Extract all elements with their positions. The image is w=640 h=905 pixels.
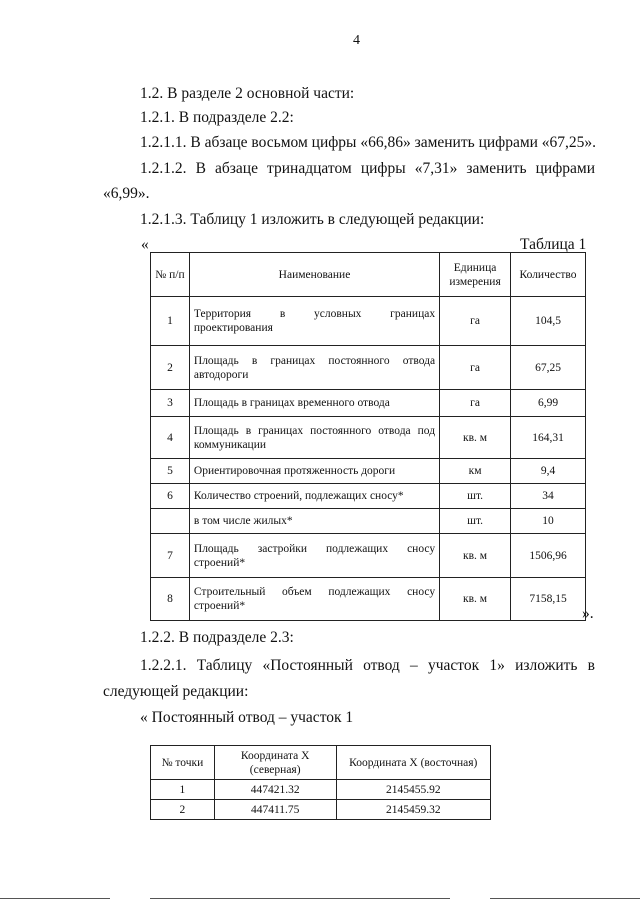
header-name: Наименование [189, 253, 439, 297]
row-x-north: 447411.75 [214, 800, 336, 820]
row-num: 6 [151, 484, 190, 509]
footer-divider-right [490, 898, 640, 899]
row-name: Площадь в границах постоянного отвода под коммуникации [189, 417, 439, 459]
table1-caption: Таблица 1 [520, 236, 587, 253]
row-x-north: 447421.32 [214, 780, 336, 800]
row-num: 7 [151, 534, 190, 578]
row-qty: 1506,96 [511, 534, 586, 578]
row-name: Строительный объем подлежащих сносу строений* [189, 578, 439, 621]
row-num: 3 [151, 390, 190, 417]
table2 [150, 745, 491, 820]
footer-divider-center [150, 898, 450, 899]
table-row [151, 390, 586, 417]
row-unit: кв. м [440, 417, 511, 459]
row-num: 4 [151, 417, 190, 459]
row-qty: 164,31 [511, 417, 586, 459]
row-unit: шт. [440, 484, 511, 509]
header-x-north: Координата X (северная) [214, 746, 336, 780]
row-qty: 104,5 [511, 297, 586, 346]
row-qty: 67,25 [511, 346, 586, 390]
row-num [151, 509, 190, 534]
row-unit: км [440, 459, 511, 484]
paragraph-1-2-2-1-line1: 1.2.2.1. Таблицу «Постоянный отвод – участок 1» изложить в [140, 657, 595, 674]
row-unit: шт. [440, 509, 511, 534]
row-unit: га [440, 346, 511, 390]
row-name: Площадь в границах постоянного отвода автодороги [189, 346, 439, 390]
row-qty: 6,99 [511, 390, 586, 417]
header-x-east: Координата X (восточная) [336, 746, 491, 780]
paragraph-1-2-1-3: 1.2.1.3. Таблицу 1 изложить в следующей редакции: [140, 211, 485, 228]
row-num: 8 [151, 578, 190, 621]
table-row [151, 459, 586, 484]
table-row [151, 297, 586, 346]
paragraph-table2-title: « Постоянный отвод – участок 1 [140, 709, 354, 726]
row-x-east: 2145455.92 [336, 780, 491, 800]
row-qty: 9,4 [511, 459, 586, 484]
row-unit: кв. м [440, 578, 511, 621]
row-unit: га [440, 297, 511, 346]
row-point: 1 [151, 780, 215, 800]
footer-divider-left [0, 898, 110, 899]
table-row [151, 780, 491, 800]
table1-open-quote: « [141, 236, 149, 253]
row-num: 1 [151, 297, 190, 346]
table-row [151, 484, 586, 509]
row-name: Количество строений, подлежащих сносу* [189, 484, 439, 509]
row-num: 5 [151, 459, 190, 484]
row-name: Площадь застройки подлежащих сносу строений* [189, 534, 439, 578]
paragraph-1-2-2-1-line2: следующей редакции: [103, 683, 249, 700]
table-row [151, 346, 586, 390]
header-point: № точки [151, 746, 215, 780]
row-qty: 7158,15 [511, 578, 586, 621]
paragraph-1-2-1-2-line2: «6,99». [103, 185, 150, 202]
paragraph-1-2-1-2-line1: 1.2.1.2. В абзаце тринадцатом цифры «7,31» заменить цифрами [140, 160, 595, 177]
header-num: № п/п [151, 253, 190, 297]
row-x-east: 2145459.32 [336, 800, 491, 820]
table1-header-row [151, 253, 586, 297]
page-number: 4 [353, 33, 360, 48]
table-row [151, 417, 586, 459]
row-name: в том числе жилых* [189, 509, 439, 534]
table-row [151, 578, 586, 621]
row-num: 2 [151, 346, 190, 390]
paragraph-1-2-2: 1.2.2. В подразделе 2.3: [140, 629, 294, 646]
table2-header-row [151, 746, 491, 780]
row-name: Ориентировочная протяженность дороги [189, 459, 439, 484]
header-unit: Единица измерения [440, 253, 511, 297]
header-qty: Количество [511, 253, 586, 297]
row-qty: 10 [511, 509, 586, 534]
paragraph-1-2-1-1: 1.2.1.1. В абзаце восьмом цифры «66,86» заменить цифрами «67,25». [140, 134, 597, 151]
table-row [151, 800, 491, 820]
table-row [151, 534, 586, 578]
row-qty: 34 [511, 484, 586, 509]
table-row [151, 509, 586, 534]
row-unit: га [440, 390, 511, 417]
row-name: Территория в условных границах проектирования [189, 297, 439, 346]
row-point: 2 [151, 800, 215, 820]
row-unit: кв. м [440, 534, 511, 578]
paragraph-1-2-1: 1.2.1. В подразделе 2.2: [140, 109, 294, 126]
table1 [150, 252, 586, 621]
row-name: Площадь в границах временного отвода [189, 390, 439, 417]
table1-close-quote: ». [582, 605, 594, 622]
paragraph-1-2: 1.2. В разделе 2 основной части: [140, 85, 355, 102]
